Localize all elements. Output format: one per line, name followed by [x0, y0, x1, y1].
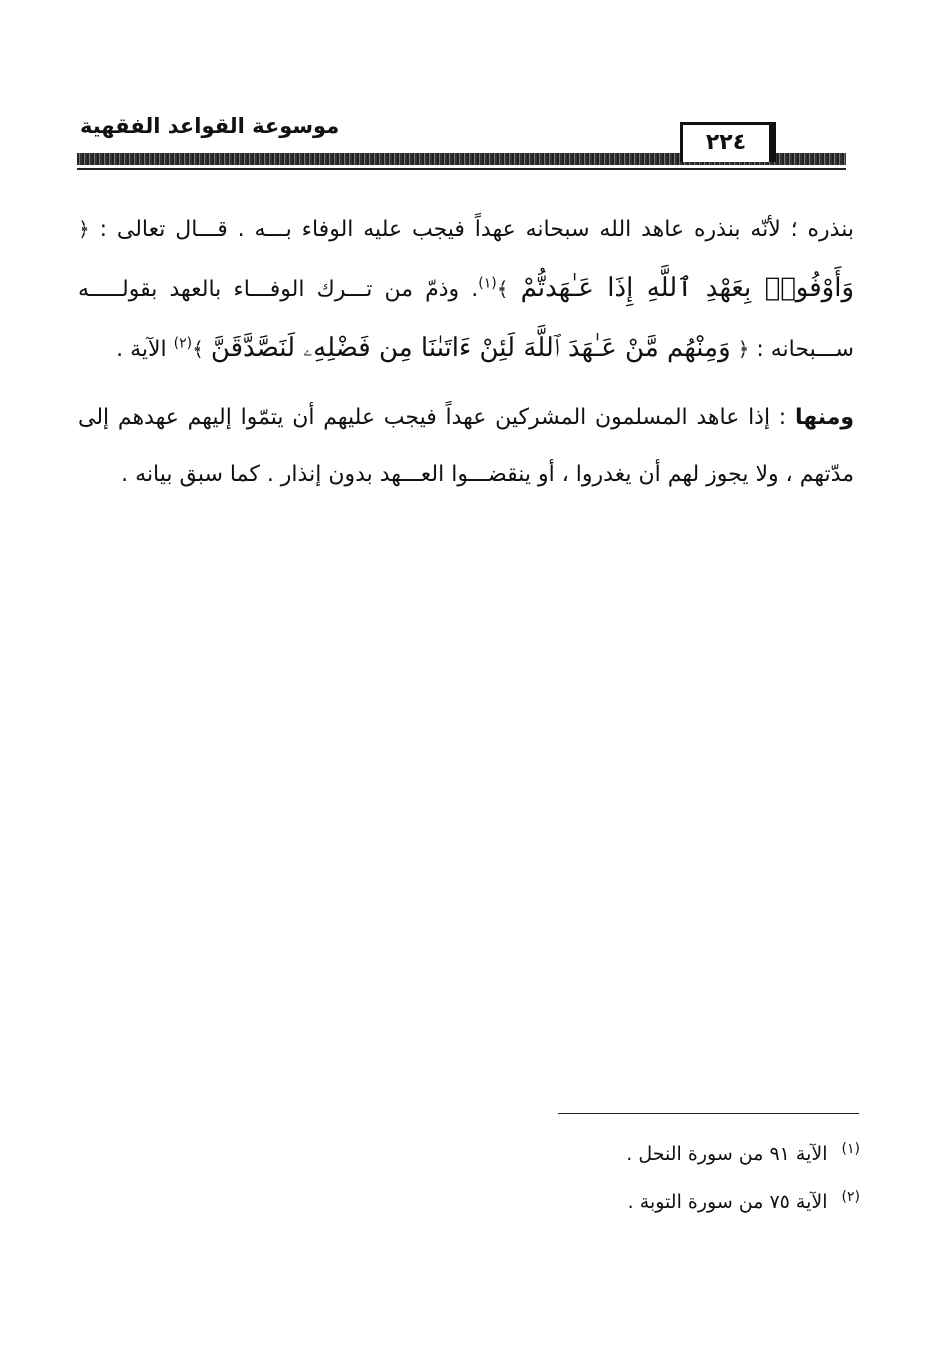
paragraph-2-lead: ومنها — [794, 405, 854, 430]
paragraph-1-text-c: الآية . — [116, 337, 174, 362]
paragraph-1-text-a: بنذره ؛ لأنّه بنذره عاهد الله سبحانه عهداً فيجب عليه الوفاء بـــه . قـــال تعالى : — [89, 217, 854, 242]
footnote-separator — [558, 1113, 859, 1114]
paragraph-2-text: : إذا عاهد المسلمون المشركين عهداً فيجب عليهم أن يتمّوا إليهم عهدهم إلى مدّتهم ، ولا يجوز لهم أن يغدروا ، أو ينقضـــوا العـــهد بدون إنذار . كما سبق بيانه . — [78, 405, 854, 487]
body-text — [78, 200, 854, 503]
verse-close-bracket: ﴾ — [496, 277, 509, 301]
paragraph-2 — [78, 389, 854, 503]
verse-open-bracket-2: ﴿ — [737, 337, 750, 361]
paragraph-1 — [78, 200, 854, 379]
header-rule-thin — [77, 168, 846, 170]
footnote-ref-2[interactable]: (٢) — [173, 335, 193, 352]
paragraph-1-text-b: . وذمّ من تـــرك الوفـــاء بالعهد بقولـــــه ســـبحانه : — [78, 277, 854, 362]
footnote-2 — [520, 1178, 860, 1226]
quran-verse-1: وَأَوْفُوا۟ بِعَهْدِ ٱللَّهِ إِذَا عَـٰهَدتُّمْ — [520, 273, 855, 303]
footnote-2-text: الآية ٧٥ من سورة التوبة . — [627, 1191, 828, 1213]
verse-open-bracket: ﴿ — [78, 217, 90, 241]
page-number: ٢٢٤ — [680, 122, 776, 162]
footnotes — [520, 1130, 860, 1226]
footnote-2-number: (٢) — [841, 1188, 860, 1205]
book-title-text: موسوعة القواعد الفقهية — [80, 114, 340, 138]
verse-close-bracket-2: ﴾ — [192, 337, 204, 361]
footnote-ref-1[interactable]: (١) — [478, 275, 497, 292]
footnote-1-number: (١) — [841, 1140, 860, 1157]
quran-verse-2: وَمِنْهُم مَّنْ عَـٰهَدَ ٱللَّهَ لَئِنْ ءَاتَىٰنَا مِن فَضْلِهِۦ لَنَصَّدَّقَنَّ — [210, 333, 731, 363]
footnote-1-text: الآية ٩١ من سورة النحل . — [626, 1143, 828, 1165]
footnote-1 — [520, 1130, 860, 1178]
book-title — [80, 114, 360, 138]
